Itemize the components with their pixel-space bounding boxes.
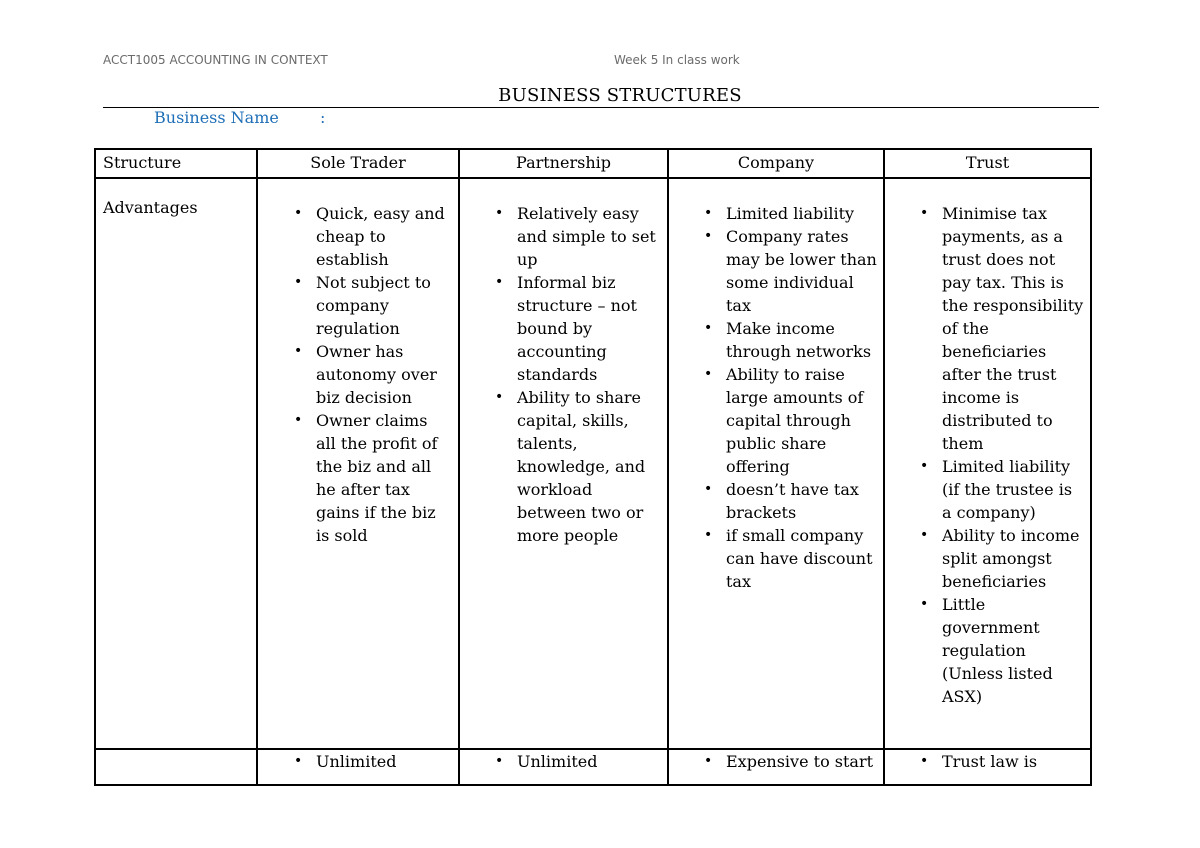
running-header-course: ACCT1005 ACCOUNTING IN CONTEXT [103, 53, 328, 67]
disadvantages-trust [884, 749, 1091, 785]
bullet-text: Company rates may be lower than some individual tax [726, 227, 877, 315]
business-name-label: Business Name [154, 108, 279, 127]
bullet-icon: • [920, 527, 929, 543]
table-header-row [95, 149, 1091, 178]
bullet-text: doesn’t have tax brackets [726, 480, 859, 522]
bullet-icon: • [495, 389, 504, 405]
bullet-text: Trust law is [942, 752, 1038, 771]
bullet-text: Limited liability (if the trustee is a company) [942, 457, 1073, 522]
bullet-text: Ability to income split amongst beneficiaries [942, 526, 1080, 591]
bullet-item [920, 202, 1086, 455]
disadvantages-partnership [459, 749, 668, 785]
page-title: BUSINESS STRUCTURES [498, 85, 742, 106]
bullet-icon: • [704, 205, 713, 221]
bullet-icon: • [495, 753, 504, 769]
bullet-icon: • [495, 205, 504, 221]
bullet-icon: • [294, 412, 303, 428]
bullet-text: Owner has autonomy over biz decision [316, 342, 437, 407]
bullet-text: Ability to raise large amounts of capital through public share offering [726, 365, 864, 476]
disadvantages-company [668, 749, 884, 785]
bullet-text: Make income through networks [726, 319, 872, 361]
header-sole-trader: Sole Trader [257, 149, 459, 178]
bullet-icon: • [704, 527, 713, 543]
bullet-item [294, 409, 450, 547]
advantages-label: Advantages [95, 178, 257, 749]
disadvantages-sole-trader [257, 749, 459, 785]
bullet-text: Informal biz structure – not bound by accounting standards [517, 273, 637, 384]
advantages-sole-trader [257, 178, 459, 749]
sole-trader-disadvantages-list [294, 750, 458, 773]
business-name-colon: : [320, 108, 326, 127]
bullet-text: Not subject to company regulation [316, 273, 431, 338]
company-disadvantages-list [704, 750, 883, 773]
bullet-text: Ability to share capital, skills, talents, knowledge, and workload between two or more people [517, 388, 646, 545]
header-structure: Structure [95, 149, 257, 178]
sole-trader-advantages-list [294, 202, 450, 547]
bullet-text: Limited liability [726, 204, 855, 223]
running-header-week: Week 5 In class work [614, 53, 740, 67]
bullet-icon: • [920, 596, 929, 612]
bullet-icon: • [704, 753, 713, 769]
disadvantages-row [95, 749, 1091, 785]
bullet-item [704, 202, 879, 225]
bullet-item [920, 524, 1086, 593]
bullet-item [920, 593, 1086, 708]
bullet-item [704, 317, 879, 363]
advantages-partnership [459, 178, 668, 749]
advantages-company [668, 178, 884, 749]
bullet-text: Unlimited [517, 752, 598, 771]
bullet-icon: • [294, 205, 303, 221]
bullet-item [704, 524, 879, 593]
bullet-icon: • [920, 458, 929, 474]
header-company: Company [668, 149, 884, 178]
advantages-row [95, 178, 1091, 749]
bullet-icon: • [495, 274, 504, 290]
bullet-item [294, 271, 450, 340]
bullet-icon: • [704, 366, 713, 382]
bullet-item [294, 340, 450, 409]
bullet-item [704, 478, 879, 524]
bullet-text: Little government regulation (Unless listed ASX) [942, 595, 1053, 706]
bullet-item [704, 750, 883, 773]
business-structures-table [94, 148, 1092, 786]
bullet-item [495, 202, 661, 271]
bullet-item [495, 750, 667, 773]
bullet-item [920, 455, 1086, 524]
bullet-item [920, 750, 1090, 773]
bullet-icon: • [294, 274, 303, 290]
header-partnership: Partnership [459, 149, 668, 178]
trust-disadvantages-list [920, 750, 1090, 773]
company-advantages-list [704, 202, 879, 593]
business-name-field [154, 108, 326, 127]
bullet-item [704, 363, 879, 478]
trust-advantages-list [920, 202, 1086, 708]
header-trust: Trust [884, 149, 1091, 178]
bullet-icon: • [704, 228, 713, 244]
bullet-item [495, 386, 661, 547]
bullet-text: Relatively easy and simple to set up [517, 204, 656, 269]
bullet-icon: • [920, 753, 929, 769]
bullet-item [294, 750, 458, 773]
bullet-item [704, 225, 879, 317]
bullet-text: Minimise tax payments, as a trust does not pay tax. This is the responsibility of the beneficiaries after the trust income is distributed to them [942, 204, 1084, 453]
partnership-advantages-list [495, 202, 661, 547]
disadvantages-label [95, 749, 257, 785]
bullet-icon: • [920, 205, 929, 221]
bullet-icon: • [294, 753, 303, 769]
bullet-text: Unlimited [316, 752, 397, 771]
bullet-icon: • [294, 343, 303, 359]
bullet-text: Owner claims all the profit of the biz and all he after tax gains if the biz is sold [316, 411, 438, 545]
bullet-text: Expensive to start [726, 752, 874, 771]
bullet-text: Quick, easy and cheap to establish [316, 204, 445, 269]
bullet-text: if small company can have discount tax [726, 526, 873, 591]
partnership-disadvantages-list [495, 750, 667, 773]
advantages-trust [884, 178, 1091, 749]
bullet-icon: • [704, 320, 713, 336]
bullet-item [495, 271, 661, 386]
bullet-icon: • [704, 481, 713, 497]
bullet-item [294, 202, 450, 271]
